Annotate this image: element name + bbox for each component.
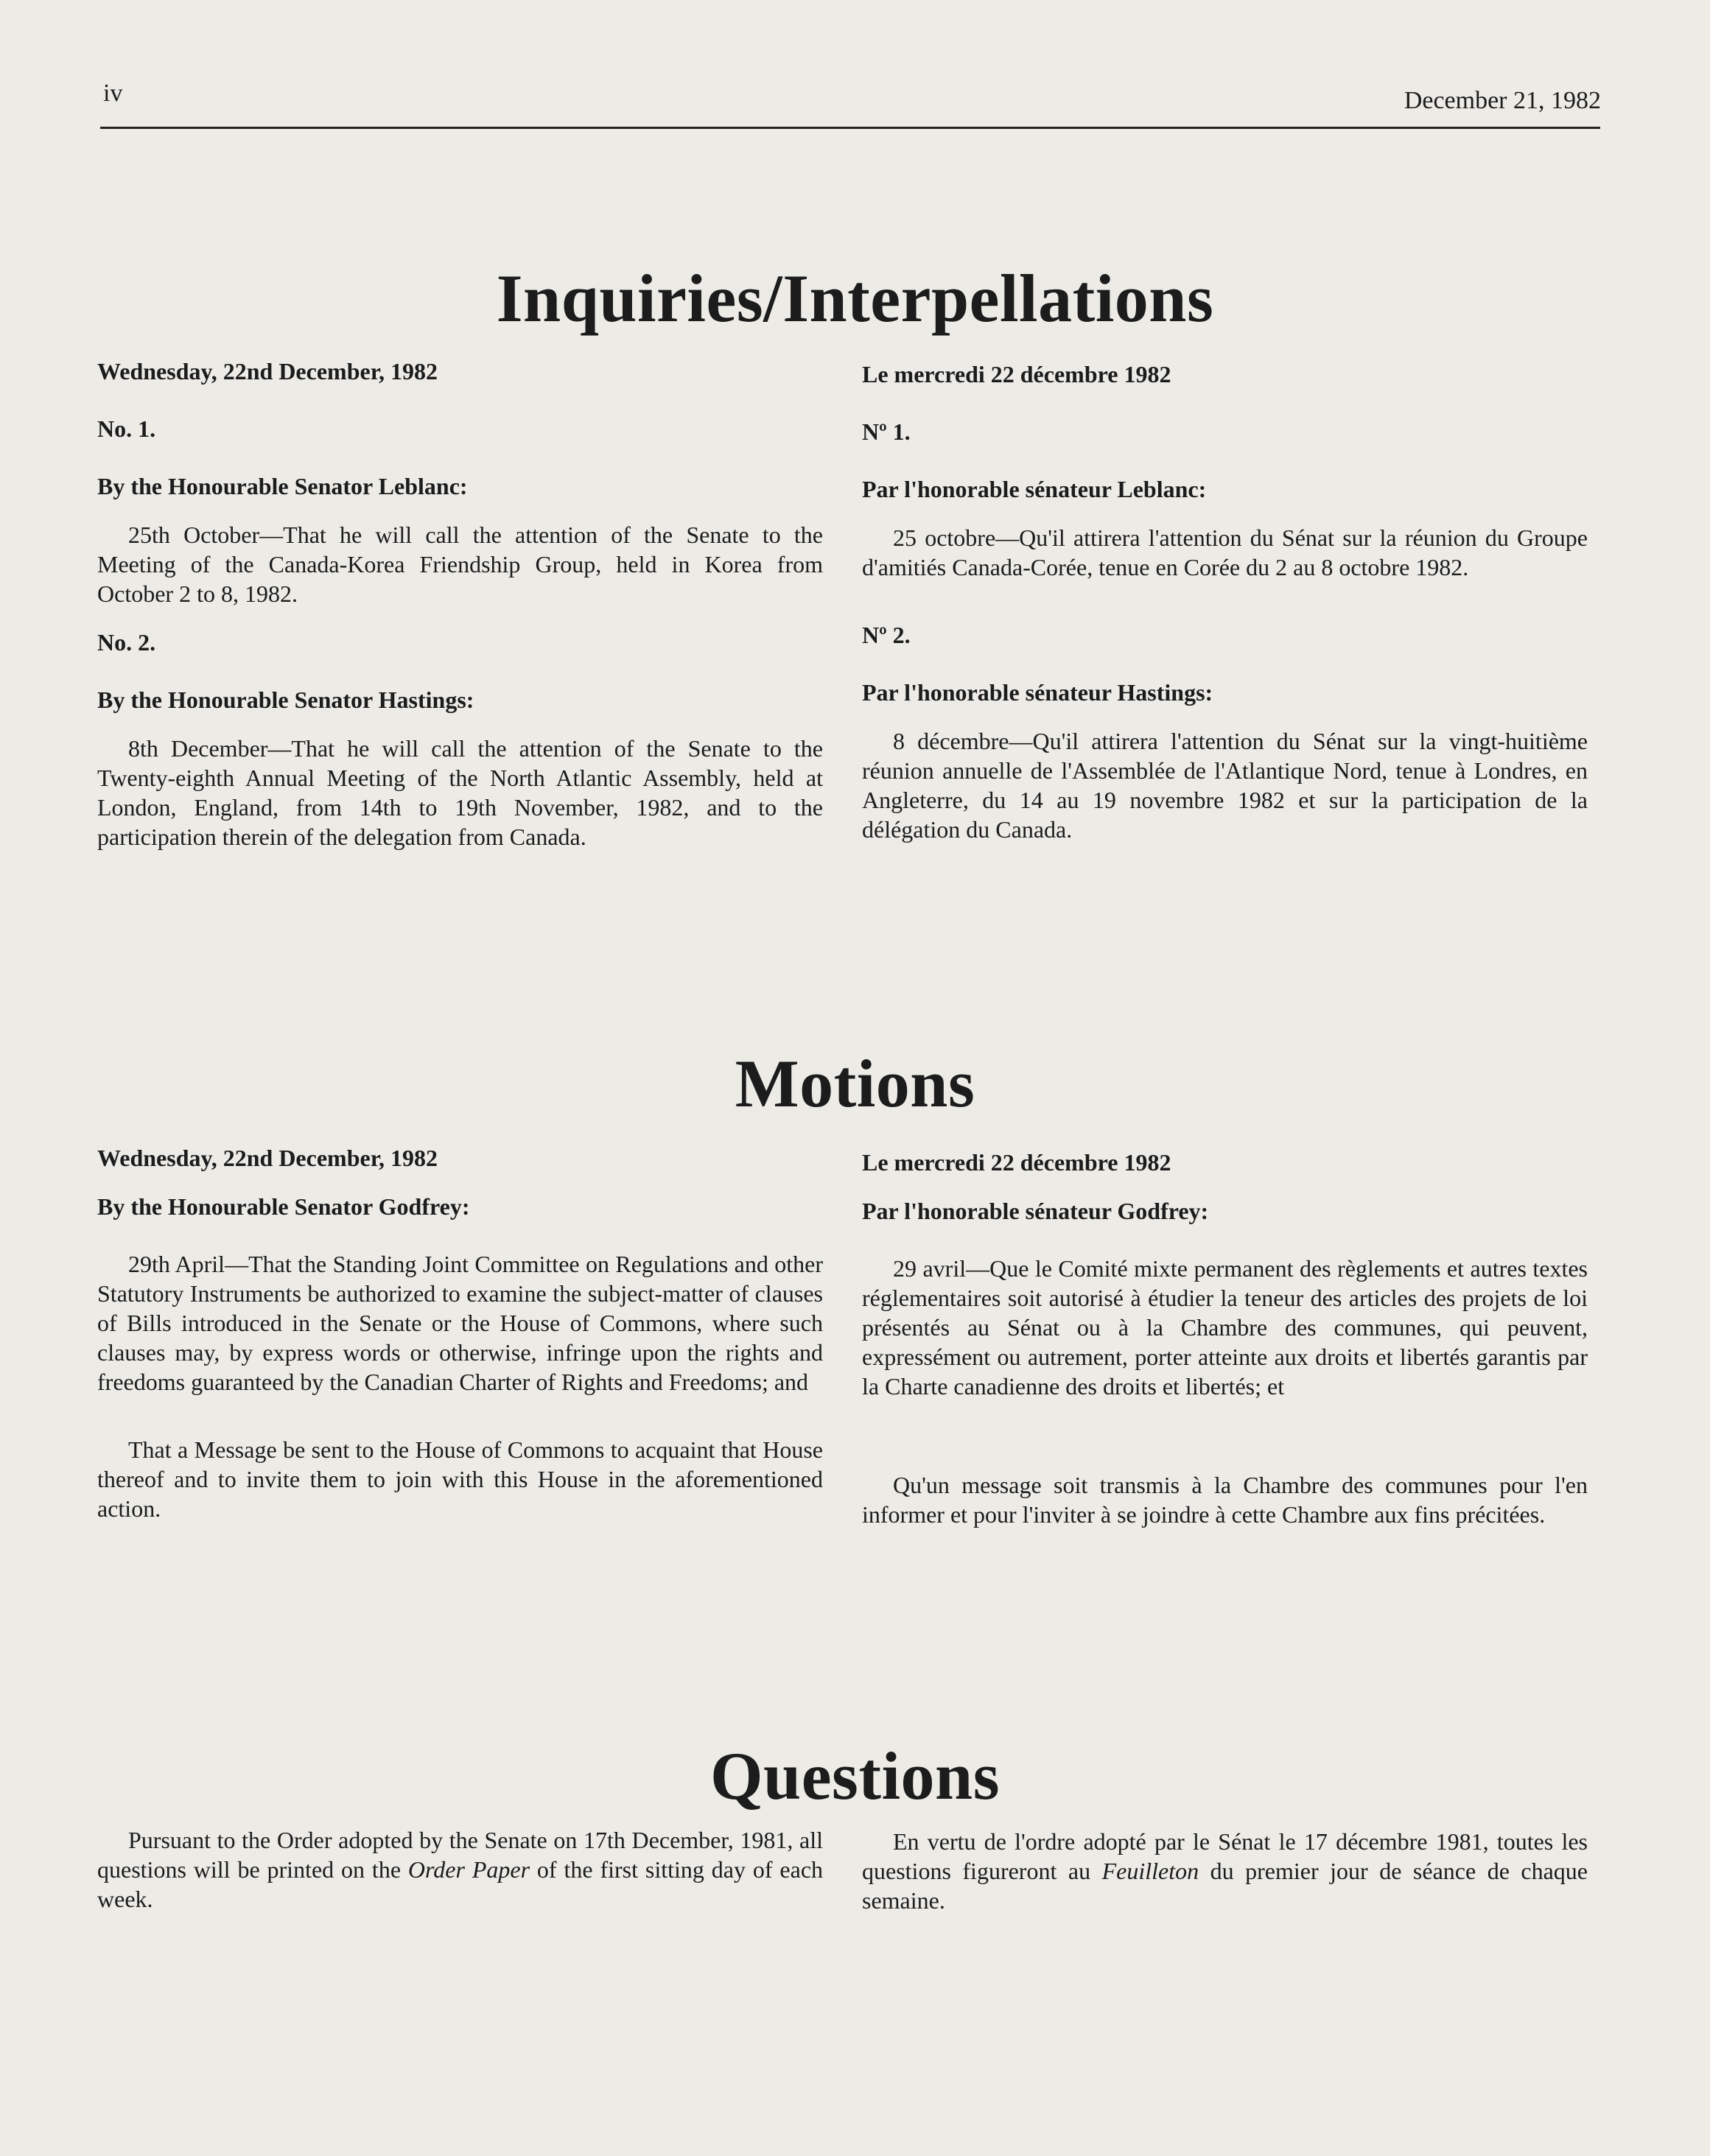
inquiry-number: Nº 2. (862, 622, 911, 648)
motion-paragraph: Qu'un message soit transmis à la Chambre des communes pour l'en informer et pour l'inviter à se joindre à cette Chambre aux fins précitées. (862, 1472, 1588, 1528)
inquiries-french-column (862, 359, 1588, 844)
motions-english-column (97, 1143, 823, 1523)
inquiry-text: 25th October—That he will call the attention of the Senate to the Meeting of the Canada-Korea Friendship Group, held in Korea from October 2 to 8, 1982. (97, 522, 823, 607)
inquiry-sponsor: Par l'honorable sénateur Leblanc: (862, 476, 1207, 502)
motion-paragraph: 29 avril—Que le Comité mixte permanent des règlements et autres textes réglementaires soit autorisé à étudier la teneur des articles des projets de loi présentés au Sénat ou à la Chambre des communes, qui peuvent, expressément ou autrement, porter atteinte aux droits et libertés garantis par la Charte canadienne des droits et libertés; et (862, 1255, 1588, 1400)
motion-sponsor: By the Honourable Senator Godfrey: (97, 1193, 470, 1220)
motions-french-column (862, 1148, 1588, 1529)
questions-text-fr: En vertu de l'ordre adopté par le Sénat le 17 décembre 1981, toutes les questions figureront au Feuilleton du premier jour de séance de chaque semaine. (862, 1828, 1588, 1914)
inquiry-sponsor: Par l'honorable sénateur Hastings: (862, 679, 1213, 706)
motions-date-fr: Le mercredi 22 décembre 1982 (862, 1149, 1171, 1176)
inquiry-number: No. 1. (97, 415, 156, 442)
inquiries-date-en: Wednesday, 22nd December, 1982 (97, 358, 438, 385)
questions-french-column (862, 1827, 1588, 1915)
inquiries-english-column (97, 357, 823, 851)
feuilleton-title: Feuilleton (1101, 1858, 1199, 1884)
inquiry-sponsor: By the Honourable Senator Hastings: (97, 687, 474, 713)
questions-english-column (97, 1825, 823, 1914)
questions-text-en: Pursuant to the Order adopted by the Senate on 17th December, 1981, all questions will be printed on the Order Paper of the first sitting day of each week. (97, 1827, 824, 1912)
inquiry-sponsor: By the Honourable Senator Leblanc: (97, 473, 468, 499)
questions-heading: Questions (709, 1738, 1001, 1813)
motion-paragraph: 29th April—That the Standing Joint Committee on Regulations and other Statutory Instruments be authorized to examine the subject-matter of clauses of Bills introduced in the Senate or the House of Commons, where such clauses may, by express words or otherwise, infringe upon the rights and freedoms guaranteed by the Canadian Charter of Rights and Freedoms; and (97, 1251, 823, 1395)
order-paper-title: Order Paper (407, 1856, 530, 1883)
motion-paragraph: That a Message be sent to the House of Commons to acquaint that House thereof and to invite them to join with this House in the aforementioned action. (97, 1436, 823, 1522)
inquiries-heading: Inquiries/Interpellations (496, 261, 1214, 336)
header-date: December 21, 1982 (1404, 87, 1601, 114)
inquiry-number: Nº 1. (862, 418, 911, 445)
inquiry-text: 8 décembre—Qu'il attirera l'attention du Sénat sur la vingt-huitième réunion annuelle de l'Assemblée de l'Atlantique Nord, tenue à Londres, en Angleterre, du 14 au 19 novembre 1982 et sur la participation de la délégation du Canada. (862, 728, 1588, 843)
inquiry-text: 25 octobre—Qu'il attirera l'attention du Sénat sur la réunion du Groupe d'amitiés Canada-Corée, tenue en Corée du 2 au 8 octobre 1982. (862, 524, 1588, 580)
motion-sponsor: Par l'honorable sénateur Godfrey: (862, 1198, 1209, 1224)
page-folio: iv (103, 80, 123, 107)
header-rule (100, 127, 1600, 129)
inquiry-text: 8th December—That he will call the attention of the Senate to the Twenty-eighth Annual Meeting of the North Atlantic Assembly, held at London, England, from 14th to 19th November, 1982, and to the participation therein of the delegation from Canada. (97, 735, 823, 850)
inquiries-date-fr: Le mercredi 22 décembre 1982 (862, 361, 1171, 387)
inquiry-number: No. 2. (97, 629, 156, 656)
motions-date-en: Wednesday, 22nd December, 1982 (97, 1145, 438, 1171)
motions-heading: Motions (735, 1046, 975, 1121)
